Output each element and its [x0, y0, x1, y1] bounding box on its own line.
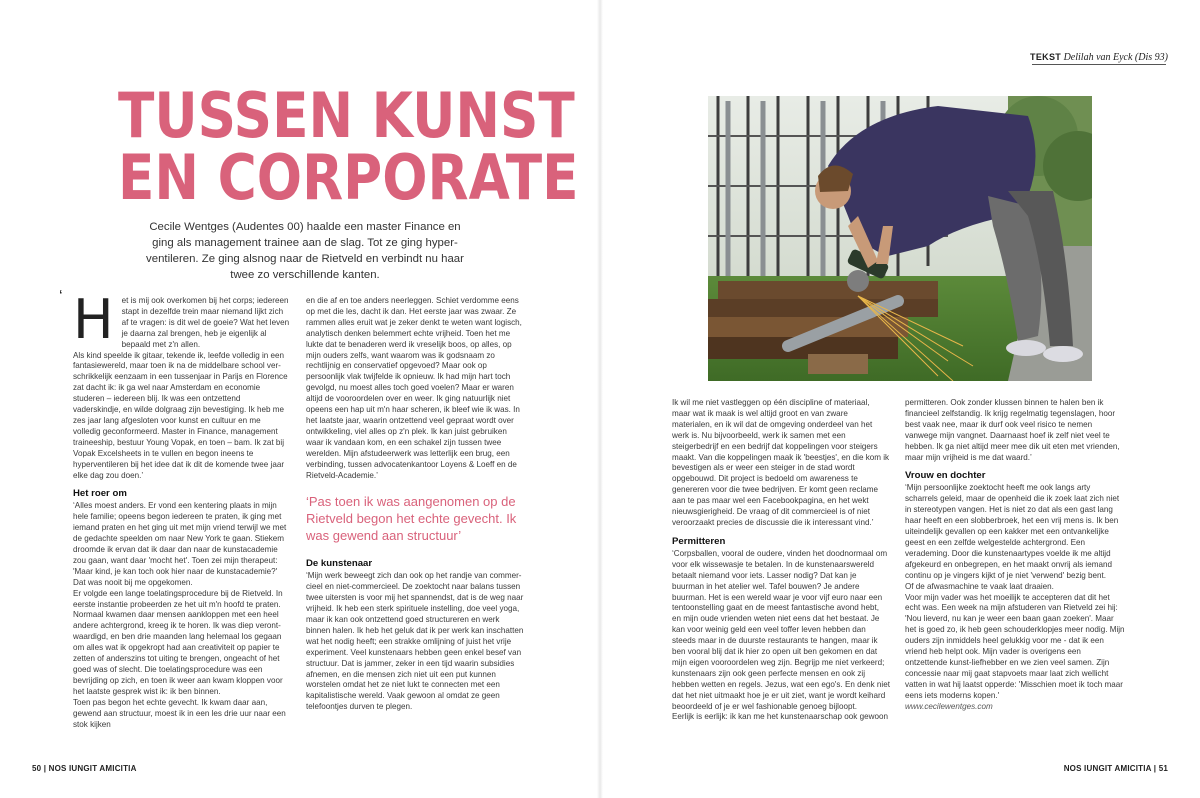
footer-left-label: NOS IUNGIT AMICITIA: [48, 764, 137, 773]
section-heading-het-roer-om: Het roer om: [73, 488, 127, 500]
article-intro: Cecile Wentges (Audentes 00) haalde een master Finance en ging als management trainee aan de slag. Tot ze ging hyper-ventileren. Ze ging alsnog naar de Rietveld en verbindt nu haar twee zo verschillende kanten.: [146, 221, 464, 281]
paragraph: ‘Mijn persoonlijke zoektocht heeft me ook langs arty scharrels geleid, maar de openheid die ik zoek laat zich niet in stereotypen vangen. Het is niet zo dat als een gast lang haar heeft en een slobberbroek, het een vrij mens is. Ik ben uiteindelijk gevallen op een kakker met een ontvankelijke geest en een zelfde welgestelde achtergrond. Een verademing. Door die kunstenaartypes voelde ik me altijd afgekeurd en onbegrepen, en het maakt onvrij als iemand continu op je vingers kijkt of je niet 'verwend' bezig bent.: [905, 483, 1120, 580]
section-heading-vrouw-en-dochter: Vrouw en dochter: [905, 470, 986, 482]
pull-quote: ‘Pas toen ik was aangenomen op de Rietveld begon het echte gevecht. Ik was gewend aan structuur’: [306, 494, 517, 544]
text-column-3: [672, 398, 890, 723]
footer-right: [1064, 764, 1168, 773]
opening-paragraph: [59, 288, 290, 351]
opening-quote-mark: ‘: [59, 288, 63, 305]
text-column-2: [306, 296, 524, 713]
footer-separator: |: [1153, 764, 1157, 773]
paragraph: et is mij ook overkomen bij het corps; iedereen stapt in dezelfde trein maar niemand lijkt zich af te vragen: is dit wel de goeie? Wat het leven je daarna zal brengen, heb je eigenlijk al bepaald met z'n allen.: [121, 296, 290, 349]
section-heading-permitteren: Permitteren: [672, 535, 726, 547]
paragraph: en die af en toe anders neerleggen. Schiet verdomme eens op met die les, dacht ik dan. Het eerste jaar was zwaar. Ze rammen alles eruit wat je zeker denkt te weten want logisch, analytisch denken belemmert echte vrijheid. Toen het me lukte dat te benaderen werd ik vreselijk boos, op alles, op mijn ouders zelfs, want waarom was ik godsnaam zo rechtlijnig en conservatief opgevoed? Maar ook op persoonlijk vlak twijfelde ik opnieuw. Ik had mijn hart toch gevolgd, nu moest alles toch goed voelen? Maar er waren altijd de vooroordelen over en weer. Ik ging natuurlijk niet opeens een hap uit m'n haar scheren, ik bleef wie ik was. In het laatste jaar, waarin ontzettend veel gepraat wordt over ontwikkeling, viel alles op z'n plek. Ik kan juist gebruiken waar ik vandaan kom, en een schakel zijn tussen twee werelden. Mijn afstudeerwerk was letterlijk een brug, een verbinding, tussen advocatenkantoor Loyens & Loeff en de Rietveld-Academie.’: [306, 296, 522, 480]
footer-separator: |: [43, 764, 47, 773]
paragraph: ‘Mijn werk beweegt zich dan ook op het randje van commer-cieel en niet-commercieel. De zoektocht naar balans tussen twee uitersten is voor mij het spannendst, dat is de weg naar vrijheid. Ik heb een sterk spirituele instelling, doe veel yoga, maar ik kan ook ontzettend goed structureren en werk binnen halen. Ik heb het geluk dat ik per werk kan inschatten wat het nodig heeft; een strakke omlijning of juist het vrije experiment. Veel kunstenaars hebben geen enkel besef van structuur. Dat is jammer, zeker in een tijd waarin subsidies afnemen, en die mensen zich niet uit een put kunnen worstelen omdat het ze niet lukt te connecten met een kapitalistische wereld. Vaak gewoon al omdat ze geen telefoontjes durven te plegen.: [306, 571, 524, 712]
drop-cap: H: [73, 288, 114, 351]
article-photo: [708, 96, 1092, 381]
footer-right-label: NOS IUNGIT AMICITIA: [1063, 764, 1152, 773]
footer-left: [32, 764, 137, 773]
byline-author: Delilah van Eyck (Dis 93): [1063, 52, 1168, 63]
section-heading-de-kunstenaar: De kunstenaar: [306, 558, 373, 570]
paragraph: Ik wil me niet vastleggen op één discipline of materiaal, maar wat ik maak is wel altijd groot en van zware materialen, en ik wil dat de omgeving onderdeel van het werk is. Nu bijvoorbeeld, werk ik samen met een steigerbedrijf en een bedrijf dat koppelingen voor steigers maakt. Van die koppelingen maak ik 'beestjes', en die kom ik bevestigen als er weer een steiger in de stad wordt opgebouwd. Dit project is bedoeld om awareness te genereren voor die twee bedrijven. Er komt geen reclame aan te pas maar wel een Facebookpagina, en het wekt nieuwsgierigheid. De vraag of dit commercieel is of niet veroorzaakt precies de discussie die ik interessant vind.’: [672, 398, 890, 527]
spine-gutter: [597, 0, 603, 798]
paragraph: ‘Alles moest anders. Er vond een kentering plaats in mijn hele familie; opeens begon iedereen te praten, ik ging met iemand praten en het ging uit met mijn vriend terwijl we met de gedachte speelden om naar New York te gaan. Stiekem droomde ik ervan dat ik daar dan naar de kunstacademie zou gaan, want daar 'mocht het'. Toen zei mijn therapeut: 'Maar kind, je kan toch ook hier naar de kunstacademie?' Dat was nooit bij me opgekomen.: [73, 501, 287, 587]
byline: [1030, 52, 1168, 63]
paragraph: ‘Corpsballen, vooral de oudere, vinden het doodnormaal om voor elk wissewasje te betalen. In de kunstenaarswereld betaalt niemand voor iets. Lasser nodig? Dat kan je buurman in het atelier wel. Tafel bouwen? Je andere buurman. Het is een wereld waar je voor vijf euro naar een tentoonstelling gaat en de meest fantastische avond hebt, en mijn oude vrienden weten niet eens dat het bestaat. Je kan voor weinig geld een veel toffer leven hebben dan steeds maar in de duurste restaurants te hangen, maar ik ben vooral blij dat ik hier zo open uit ben gekomen en dat mijn eigen vooroordelen weg zijn. Begrijp me niet verkeerd; kunstenaars zijn ook geen perfecte mensen en ook zij hebben wetten en regels. Jezus, wat een ego's. En denk niet dat het niet uitmaakt hoe je er uit ziet, want je wordt keihard beoordeeld of je er wel fashionable genoeg bijloopt.: [672, 548, 890, 711]
paragraph: Of de afwasmachine te vaak laat draaien.: [905, 581, 1054, 591]
title-line-2: EN CORPORATE: [118, 141, 579, 214]
page-number-left: 50: [32, 764, 42, 773]
text-column-4: [905, 398, 1125, 712]
article-title: [118, 79, 579, 214]
page-number-right: 51: [1158, 764, 1168, 773]
byline-label: TEKST: [1030, 52, 1062, 62]
paragraph: Er volgde een lange toelatingsprocedure bij de Rietveld. In eerste instantie probeerden ze het uit m'n hoofd te praten. Normaal kwamen daar mensen aankloppen met een heel andere achtergrond, kreeg ik te horen. Ik was diep veront-waardigd, en ben drie maanden lang helemaal los gegaan om alles wat ik opgekropt had aan creativiteit op papier te zetten of anderszins tot uiting te brengen, ongeacht of het goed was of slecht. Die toelatingsprocedure was een bevrijding op zich, en toen ik weer aan kwam kloppen voor het laatste gesprek wist ik: ik ben binnen.: [73, 588, 283, 696]
paragraph: Voor mijn vader was het moeilijk te accepteren dat dit het echt was. Een week na mijn afstuderen van Rietveld zei hij: 'Nou lieverd, nu kan je weer een baan gaan zoeken'. Maar het is goed zo, ik heb geen schouderklopjes meer nodig. Mijn ouders zijn inmiddels heel gelukkig voor me - dat ik een vriend heb helpt ook. Mijn vader is overigens een ontzettende kunst-liefhebber en we zien veel samen. Zijn concessie naar mij gaat stapvoets maar laat zich wellicht vatten in wat hij laatst opperde: 'Misschien moet ik toch maar eens iets moderns kopen.': [905, 592, 1125, 700]
byline-rule: [1032, 64, 1166, 65]
paragraph: Toen pas begon het echte gevecht. Ik kwam daar aan, gewend aan structuur, moest ik in een les drie uur naar een stok kijken: [73, 697, 286, 729]
website-link[interactable]: www.cecilewentges.com: [905, 701, 993, 711]
photo-illustration: [708, 96, 1092, 381]
paragraph: Eerlijk is eerlijk: ik kan me het kunstenaarschap ook gewoon: [672, 712, 888, 722]
paragraph: Als kind speelde ik gitaar, tekende ik, leefde volledig in een fantasiewereld, maar toen ik na de middelbare school ver-schrikkelijk eenzaam in een tussenjaar in Parijs en Florence zat dacht ik: ik ga wel naar Amsterdam en economie studeren – iedereen blij. Ik was een ontzettend vaderskindje, en wilde dolgraag zijn bevestiging. Ik heb me zes jaar lang afgesloten voor kunst en cultuur en me volledig geconformeerd. Master in Finance, management traineeship, bestuur Young Vopak, en toen – bam. Ik zat bij Vopak Excelsheets in te vullen en begon ineens te hyperventileren bij het idee dat ik dit de komende twee jaar elke dag zou doen.’: [73, 350, 288, 480]
title-line-1: TUSSEN KUNST: [118, 79, 575, 152]
text-column-1: [59, 288, 290, 730]
paragraph: permitteren. Ook zonder klussen binnen te halen ben ik financieel zelfstandig. Ik krijg regelmatig tegenslagen, hoor best vaak nee, maar ik durf ook veel risico te nemen vanwege mijn vangnet. Daarnaast hoef ik zelf niet veel te hebben. Ik ga niet altijd meer mee dik uit eten met vrienden, maar mijn vrijheid is me dat waard.’: [905, 398, 1120, 462]
